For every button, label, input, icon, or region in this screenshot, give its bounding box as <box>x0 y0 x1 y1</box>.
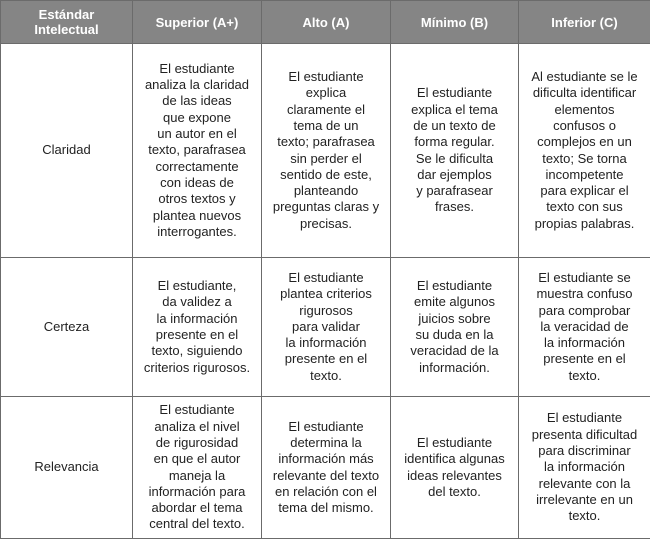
table-row-certeza <box>1 258 650 397</box>
header-row <box>1 1 650 44</box>
table-row-claridad <box>1 44 650 258</box>
header-superior: Superior (A+) <box>133 1 262 44</box>
header-standard: Estándar Intelectual <box>1 1 133 44</box>
superior-cell: El estudiante analiza el nivel de rigurosidad en que el autor maneja la información para abordar el tema central del texto. <box>133 397 262 539</box>
header-inferior: Inferior (C) <box>519 1 650 44</box>
table-row-relevancia <box>1 397 650 539</box>
standard-cell: Relevancia <box>1 397 133 539</box>
inferior-cell: Al estudiante se le dificulta identificar elementos confusos o complejos en un texto; Se torna incompetente para explicar el texto con sus propias palabras. <box>519 44 650 258</box>
alto-cell: El estudiante determina la información más relevante del texto en relación con el tema del mismo. <box>262 397 391 539</box>
header-alto: Alto (A) <box>262 1 391 44</box>
inferior-cell: El estudiante se muestra confuso para comprobar la veracidad de la información presente en el texto. <box>519 258 650 397</box>
alto-cell: El estudiante explica claramente el tema de un texto; parafrasea sin perder el sentido de este, planteando preguntas claras y precisas. <box>262 44 391 258</box>
minimo-cell: El estudiante identifica algunas ideas relevantes del texto. <box>391 397 519 539</box>
inferior-cell: El estudiante presenta dificultad para discriminar la información relevante con la irrelevante en un texto. <box>519 397 650 539</box>
alto-cell: El estudiante plantea criterios rigurosos para validar la información presente en el texto. <box>262 258 391 397</box>
superior-cell: El estudiante, da validez a la información presente en el texto, siguiendo criterios rigurosos. <box>133 258 262 397</box>
superior-cell: El estudiante analiza la claridad de las ideas que expone un autor en el texto, parafrasea correctamente con ideas de otros textos y plantea nuevos interrogantes. <box>133 44 262 258</box>
minimo-cell: El estudiante emite algunos juicios sobre su duda en la veracidad de la información. <box>391 258 519 397</box>
standard-cell: Claridad <box>1 44 133 258</box>
minimo-cell: El estudiante explica el tema de un texto de forma regular. Se le dificulta dar ejemplos y parafrasear frases. <box>391 44 519 258</box>
standard-cell: Certeza <box>1 258 133 397</box>
header-minimo: Mínimo (B) <box>391 1 519 44</box>
